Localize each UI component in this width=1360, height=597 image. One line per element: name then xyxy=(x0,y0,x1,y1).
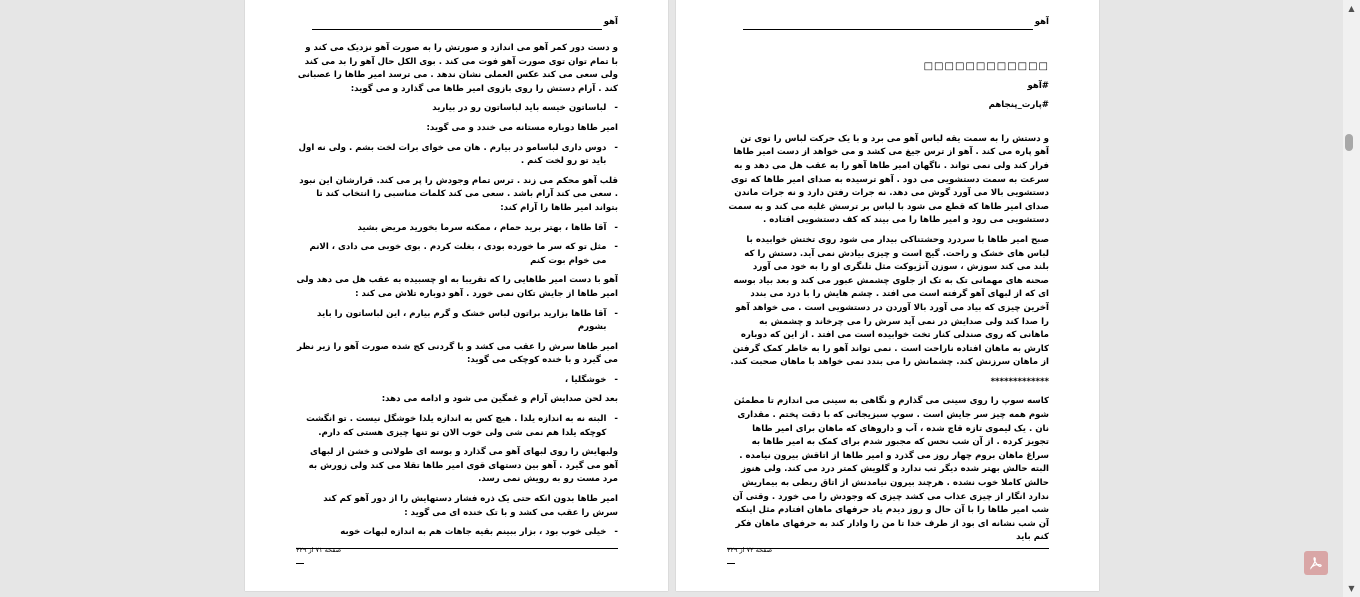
bullet-dash: - xyxy=(614,414,618,425)
dialogue-text: البته نه به اندازه یلدا . هیچ کس به اندازه یلدا خوشگل نیست . تو انگشت کوچکه یلدا هم نمی شی ولی خوب الان تو تنها چیزی هستی که دارم. xyxy=(306,414,607,438)
vertical-scrollbar[interactable] xyxy=(1343,0,1360,597)
dialogue-line xyxy=(296,222,618,236)
hashtag-part: #پارت_پنجاهم xyxy=(988,100,1049,111)
page-72 xyxy=(676,0,1099,591)
footer-tick xyxy=(296,563,304,564)
paragraph: آهو با دست امیر طاهایی را که تقریبا به او چسبیده به عقب هل می دهد ولی امیر طاها از جایش تکان نمی خورد . آهو دوباره تلاش می کند : xyxy=(296,275,618,299)
header-title: آهو xyxy=(1034,17,1049,28)
dialogue-text: آقا طاها ، بهتر برید حمام ، ممکنه سرما بخورید مریض بشید xyxy=(357,222,607,233)
paragraph: و دستش را به سمت یقه لباس آهو می برد و با یک حرکت لباس را توی تن آهو پاره می کند . آهو از ترس جیغ می کشد و می خواهد از دست امیر طاها فرار کند ولی نمی تواند . ناگهان امیر طاها آهو را به عقب هل می دهد و به سرعت به سمت دستشویی می دود . آهو ترسیده به صدای امیر طاها که توی دستشویی بالا می آورد گوش می دهد. نه جرات رفتن دارد و نه جرات ماندن صدای امیر طاها که قطع می شود با لباس بر ترسش غلبه می کند و به سمت دستشویی می رود و امیر طاها را می بیند که کف دستشویی افتاده . xyxy=(728,133,1049,226)
bullet-dash: - xyxy=(614,142,618,153)
page-71 xyxy=(245,0,668,591)
page-blocks xyxy=(296,42,618,540)
dialogue-line xyxy=(296,374,618,388)
bullet-dash: - xyxy=(614,242,618,253)
page-header xyxy=(727,14,1049,30)
dialogue-line xyxy=(296,102,618,116)
bullet-dash: - xyxy=(614,374,618,385)
dialogue-line xyxy=(296,241,618,268)
header-title: آهو xyxy=(603,17,618,28)
dialogue-text: دوس داری لباسامو در بیارم . هان می خوای برات لخت بشم . ولی نه اول باید تو رو لخت کنم . xyxy=(298,142,607,167)
down-arrow-icon[interactable]: ▼ xyxy=(1348,584,1355,593)
dialogue-text: خیلی خوب بود ، بزار ببینم بقیه جاهات هم به اندازه لبهات خوبه xyxy=(340,527,607,538)
bullet-dash: - xyxy=(614,222,618,233)
dialogue-line xyxy=(296,142,618,169)
page-footer xyxy=(296,546,618,554)
hashtag-aho: #آهو xyxy=(1027,80,1049,91)
missing-glyph-heading: □□□□□□□□□□□□ xyxy=(923,61,1049,72)
dialogue-line xyxy=(296,526,618,540)
bullet-dash: - xyxy=(614,308,618,319)
page-header xyxy=(296,14,618,30)
page-footer xyxy=(727,546,1049,554)
page-content xyxy=(296,14,618,544)
paragraph: امیر طاها سرش را عقب می کشد و با گردنی کج شده صورت آهو را زیر نظر می گیرد و با خنده کوچکی می گوید: xyxy=(297,341,618,366)
pdf-icon[interactable] xyxy=(1304,551,1328,575)
dialogue-line xyxy=(296,308,618,335)
page-content xyxy=(727,14,1049,544)
page-blocks xyxy=(727,133,1049,544)
bullet-dash: - xyxy=(614,527,618,538)
paragraph: صبح امیر طاها با سردرد وحشتناکی بیدار می شود روی تختش خوابیده با لباس های خشک و راحت. گیج است و چیزی بیادش نمی آید. دستش را که بلند می کند سوزش ، سوزن آنژیوکت مثل تلنگری او را به خود می آورد صحنه های مهمانی تک به تک از جلوی چشمش عبور می کند و بعد بیاد بوسه ای که از لبهای آهو گرفته است می افتد . چشم هایش را با درد می بندد آخرین چیزی که بیاد می آورد بالا آوردن در دستشویی است . می خواهد آهو را صدا کند ولی صدایش در نمی آید سرش را می چرخاند و چشمش به ماهانی که روی صندلی کنار تخت خوابیده است می افتد . از این که دوباره کارش به ماهان افتاده ناراحت است . نمی تواند آهو را به خاطر کمک گرفتن از ماهان سرزنش کند. چشمانش را می بندد نمی خواهد با ماهان صحبت کند. xyxy=(730,234,1049,368)
scene-separator: ************* xyxy=(990,376,1049,387)
dialogue-line xyxy=(296,413,618,440)
scrollbar-thumb[interactable] xyxy=(1345,134,1353,151)
pdf-glyph xyxy=(1308,555,1324,571)
paragraph: کاسه سوپ را روی سینی می گذارم و نگاهی به سینی می اندازم تا مطمئن شوم همه چیز سر جایش است . سوپ سبزیجاتی که با دقت پختم . مقداری نان . یک لیموی تازه قاچ شده ، آب و داروهای که ماهان برای امیر طاها تجویز کرده . از آن شب نحس که مجبور شدم برای کمک به امیر طاها به سراغ ماهان بروم چهار روز می گذرد و امیر طاها از اتاقش بیرون نیامده . البته حالش بهتر شده دیگر تب ندارد و گلویش کمتر درد می کند. ولی هنوز حالش کاملا خوب نشده . هرچند بیرون نیامدنش از اتاق ربطی به بیماریش ندارد انگار از چیزی عذاب می کشد چیزی که وجودش را می خورد . وقتی آن شب امیر طاها را با آن حال و روز دیدم یاد حرفهای ماهان افتادم مثل اینکه آن شب نشانه ای بود از طرف خدا تا من را وادار کند به حرفهای ماهان فکر کنم باید xyxy=(732,396,1049,543)
up-arrow-icon[interactable]: ▲ xyxy=(1348,4,1355,13)
footer-tick xyxy=(727,563,735,564)
header-rule xyxy=(312,21,602,30)
page-number: صفحه ۷۱ از ۳۲۹ xyxy=(296,546,342,554)
paragraph: امیر طاها بدون انکه حتی یک ذره فشار دستهایش را از دور آهو کم کند سرش را عقب می کشد و با تک خنده ای می گوید : xyxy=(323,494,618,518)
paragraph: بعد لحن صدایش آرام و غمگین می شود و ادامه می دهد: xyxy=(381,394,618,405)
dialogue-text: آقا طاها بزارید براتون لباس خشک و گرم بیارم ، این لباساتون را باید بشورم xyxy=(317,308,607,333)
paragraph: ولبهایش را روی لبهای آهو می گذارد و بوسه ای طولانی و خشن از لبهای آهو می گیرد . آهو بین دستهای قوی امیر طاها تقلا می کند ولی زورش به مرد مست رو به رویش نمی رسد. xyxy=(308,447,618,485)
dialogue-text: خوشگلیا ، xyxy=(564,374,607,385)
header-rule xyxy=(743,21,1033,30)
dialogue-text: مثل تو که سر ما خورده بودی ، بغلت کردم . بوی خوبی می دادی ، الانم می خوام بوت کنم xyxy=(309,242,607,266)
paragraph: قلب آهو محکم می زند . ترس تمام وجودش را پر می کند. قرارشان این نبود . سعی می کند آرام باشد . سعی می کند کلمات مناسبی را انتخاب کند تا بتواند امیر طاها را آرام کند: xyxy=(299,175,618,213)
page-number: صفحه ۷۲ از ۳۲۹ xyxy=(727,546,773,554)
bullet-dash: - xyxy=(614,103,618,114)
dialogue-text: لباساتون خیسه باید لباساتون رو در بیارید xyxy=(432,103,607,114)
spacer xyxy=(727,119,1049,133)
paragraph: و دست دور کمر آهو می اندازد و صورتش را به صورت آهو نزدیک می کند و با تمام توان توی صورت آهو فوت می کند . بوی الکل حال آهو را بد می کند ولی سعی می کند عکس العملی نشان ندهد . می ترسد امیر طاها را عصبانی کند . آرام دستش را روی بازوی امیر طاها می گذارد و می گوید: xyxy=(297,43,618,94)
paragraph: امیر طاها دوباره مستانه می خندد و می گوید: xyxy=(426,122,618,133)
